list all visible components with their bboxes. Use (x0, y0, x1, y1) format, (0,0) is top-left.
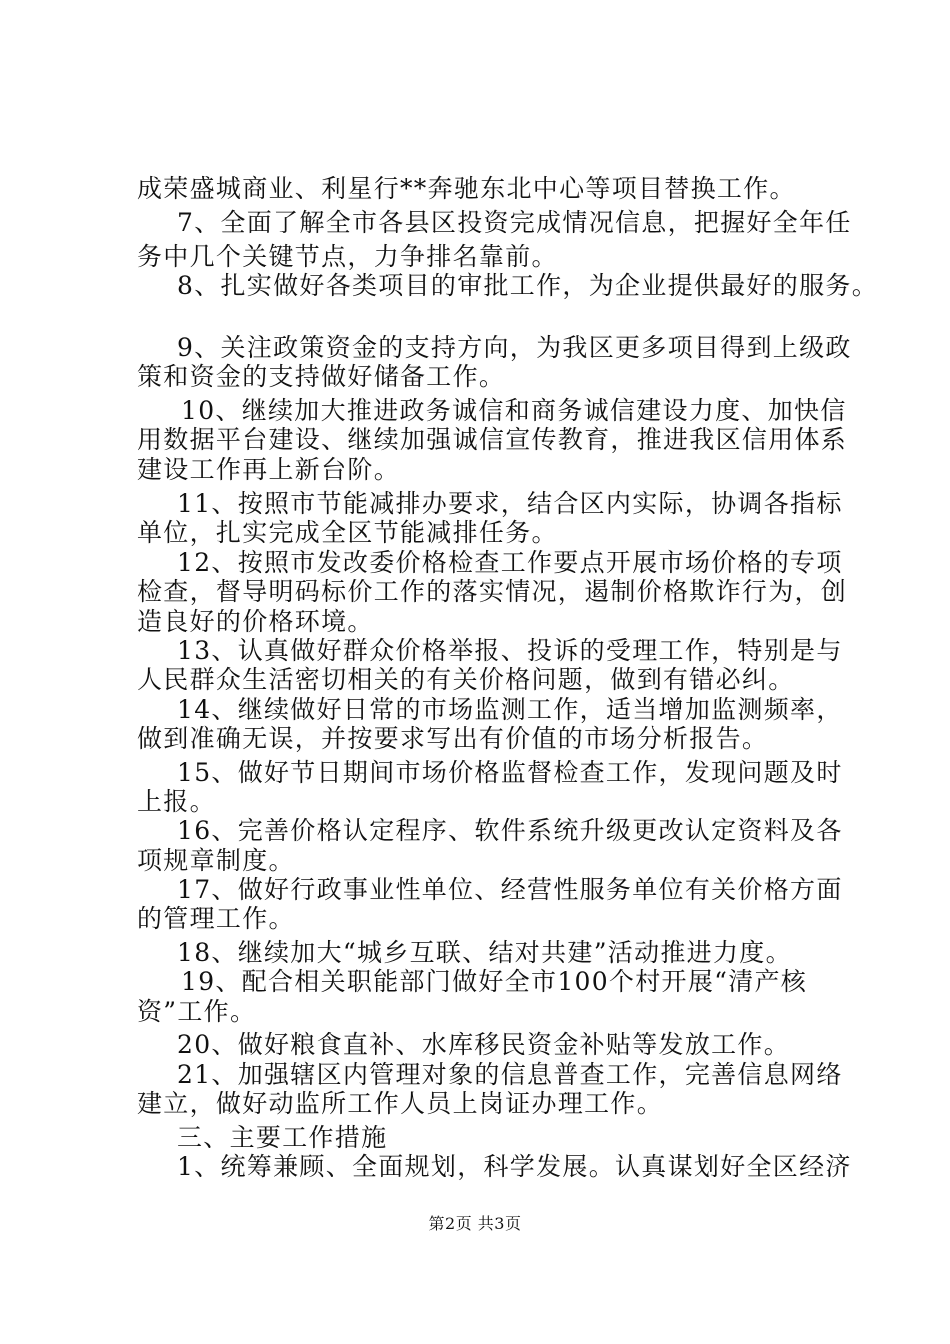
text-line: 17、做好行政事业性单位、经营性服务单位有关价格方面 (177, 875, 843, 904)
text-line: 11、按照市节能减排办要求，结合区内实际，协调各指标 (177, 489, 843, 518)
text-line: 做到准确无误，并按要求写出有价值的市场分析报告。 (137, 724, 769, 753)
text-line: 15、做好节日期间市场价格监督检查工作，发现问题及时 (177, 758, 843, 787)
text-line: 7、全面了解全市各县区投资完成情况信息，把握好全年任 (177, 208, 852, 237)
text-line: 18、继续加大“城乡互联、结对共建”活动推进力度。 (177, 938, 792, 967)
text-line: 造良好的价格环境。 (137, 607, 374, 636)
text-line: 10、继续加大推进政务诚信和商务诚信建设力度、加快信 (181, 396, 847, 425)
text-line: 建立，做好动监所工作人员上岗证办理工作。 (137, 1089, 664, 1118)
text-line: 上报。 (137, 787, 216, 816)
text-line: 人民群众生活密切相关的有关价格问题，做到有错必纠。 (137, 665, 795, 694)
text-line: 项规章制度。 (137, 846, 295, 875)
text-line: 的管理工作。 (137, 904, 295, 933)
text-line: 建设工作再上新台阶。 (137, 455, 401, 484)
text-line: 用数据平台建设、继续加强诚信宣传教育，推进我区信用体系 (137, 425, 848, 454)
text-line: 16、完善价格认定程序、软件系统升级更改认定资料及各 (177, 816, 843, 845)
text-line: 14、继续做好日常的市场监测工作，适当增加监测频率， (177, 695, 843, 724)
page-footer: 第2页 共3页 (428, 1214, 522, 1233)
text-line: 成荣盛城商业、利星行**奔驰东北中心等项目替换工作。 (137, 174, 796, 203)
text-line: 8、扎实做好各类项目的审批工作，为企业提供最好的服务。 (177, 271, 879, 300)
text-line: 1、统筹兼顾、全面规划，科学发展。认真谋划好全区经济 (177, 1152, 852, 1181)
text-line: 检查，督导明码标价工作的落实情况，遏制价格欺诈行为，创 (137, 577, 848, 606)
text-line: 19、配合相关职能部门做好全市100个村开展“清产核 (181, 967, 808, 996)
text-line: 12、按照市发改委价格检查工作要点开展市场价格的专项 (177, 548, 843, 577)
text-line: 资”工作。 (137, 997, 257, 1026)
text-line: 单位，扎实完成全区节能减排任务。 (137, 518, 558, 547)
text-line: 9、关注政策资金的支持方向，为我区更多项目得到上级政 (177, 333, 852, 362)
text-line: 21、加强辖区内管理对象的信息普查工作，完善信息网络 (177, 1060, 843, 1089)
text-line: 务中几个关键节点，力争排名靠前。 (137, 242, 558, 271)
text-line: 13、认真做好群众价格举报、投诉的受理工作，特别是与 (177, 636, 843, 665)
text-line: 20、做好粮食直补、水库移民资金补贴等发放工作。 (177, 1030, 791, 1059)
section-heading: 三、主要工作措施 (177, 1123, 388, 1152)
text-line: 策和资金的支持做好储备工作。 (137, 362, 506, 391)
